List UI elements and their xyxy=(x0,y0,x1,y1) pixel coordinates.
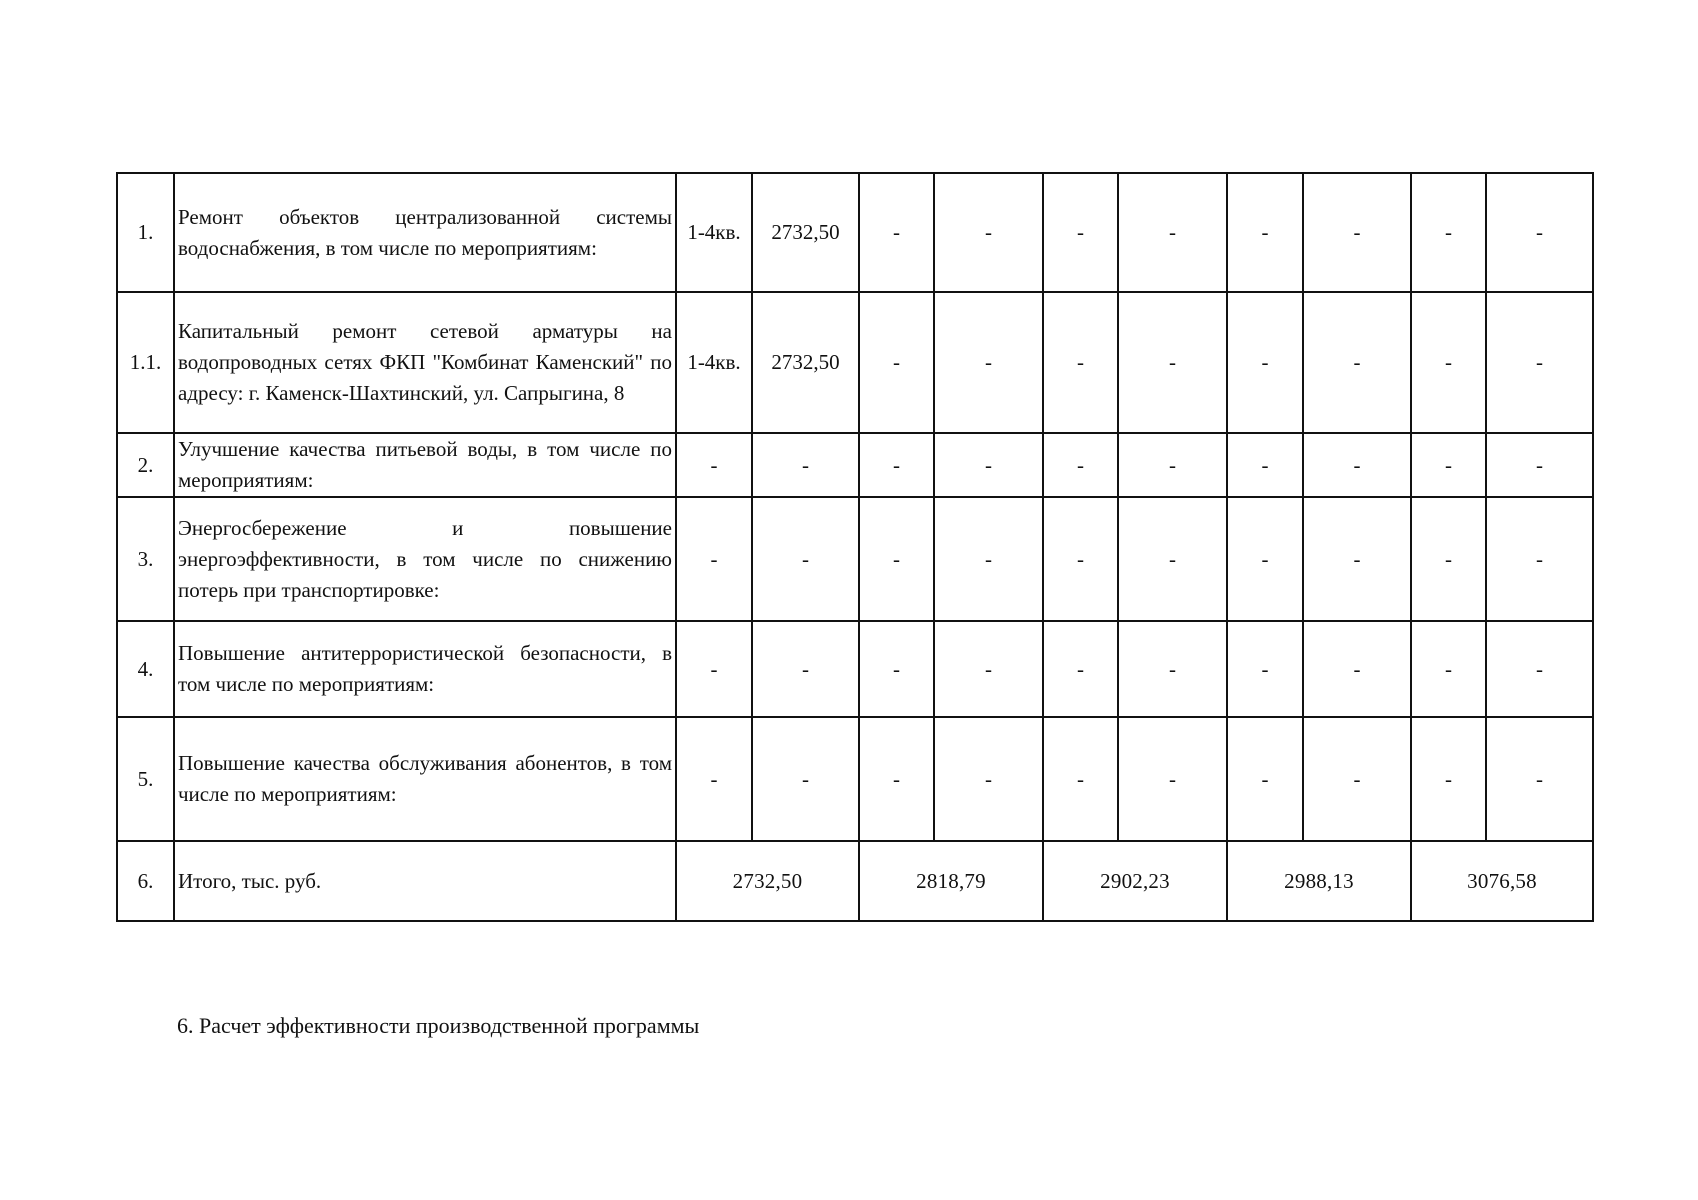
table-cell: - xyxy=(934,292,1043,433)
total-value: 3076,58 xyxy=(1411,841,1593,921)
row-number: 3. xyxy=(117,497,174,621)
table-cell: - xyxy=(676,497,752,621)
table-cell: - xyxy=(934,497,1043,621)
row-number: 6. xyxy=(117,841,174,921)
table-cell: - xyxy=(1043,433,1118,497)
row-description: Повышение качества обслуживания абонентов, в том числе по мероприятиям: xyxy=(174,717,676,841)
table-cell: - xyxy=(1043,292,1118,433)
table-row xyxy=(117,173,1593,292)
table-cell: - xyxy=(1227,433,1303,497)
table-cell: - xyxy=(934,621,1043,717)
table-cell: 1-4кв. xyxy=(676,292,752,433)
table-cell: - xyxy=(1303,497,1411,621)
table-cell: - xyxy=(1411,173,1486,292)
total-value: 2902,23 xyxy=(1043,841,1227,921)
table-cell: - xyxy=(676,433,752,497)
table-cell: 2732,50 xyxy=(752,173,859,292)
row-number: 4. xyxy=(117,621,174,717)
table-cell: - xyxy=(676,717,752,841)
row-number: 2. xyxy=(117,433,174,497)
row-description: Ремонт объектов централизованной системы водоснабжения, в том числе по мероприятиям: xyxy=(174,173,676,292)
table-cell: - xyxy=(934,717,1043,841)
table-cell: - xyxy=(1486,497,1593,621)
table-cell: - xyxy=(1118,717,1227,841)
row-number: 1.1. xyxy=(117,292,174,433)
row-description: Энергосбережение и повышение энергоэффективности, в том числе по снижению потерь при транспортировке: xyxy=(174,497,676,621)
row-description: Улучшение качества питьевой воды, в том числе по мероприятиям: xyxy=(174,433,676,497)
table-cell: - xyxy=(752,433,859,497)
table-cell: - xyxy=(1486,717,1593,841)
row-number: 5. xyxy=(117,717,174,841)
table-cell: - xyxy=(1411,717,1486,841)
table-cell: - xyxy=(1303,717,1411,841)
table-row xyxy=(117,433,1593,497)
table-cell: - xyxy=(859,433,934,497)
table-cell: - xyxy=(1043,173,1118,292)
table-cell: - xyxy=(752,717,859,841)
table-cell: - xyxy=(1227,292,1303,433)
table-cell: - xyxy=(1118,433,1227,497)
table-cell: - xyxy=(934,173,1043,292)
table-cell: - xyxy=(1486,173,1593,292)
table-row xyxy=(117,292,1593,433)
table-cell: - xyxy=(1303,621,1411,717)
table-cell: - xyxy=(859,292,934,433)
total-value: 2732,50 xyxy=(676,841,859,921)
table-cell: - xyxy=(1486,433,1593,497)
table-cell: - xyxy=(859,173,934,292)
table-cell: - xyxy=(1411,433,1486,497)
table-cell: - xyxy=(1227,173,1303,292)
table-cell: - xyxy=(752,497,859,621)
total-label: Итого, тыс. руб. xyxy=(174,841,676,921)
table-cell: - xyxy=(859,621,934,717)
table-cell: - xyxy=(1043,497,1118,621)
table-cell: 1-4кв. xyxy=(676,173,752,292)
table-cell: - xyxy=(1303,292,1411,433)
total-value: 2818,79 xyxy=(859,841,1043,921)
table-cell: - xyxy=(1118,497,1227,621)
table-row xyxy=(117,717,1593,841)
table-cell: - xyxy=(1303,433,1411,497)
table-cell: - xyxy=(1486,292,1593,433)
table-cell: 2732,50 xyxy=(752,292,859,433)
table-cell: - xyxy=(1043,717,1118,841)
row-description: Капитальный ремонт сетевой арматуры на водопроводных сетях ФКП "Комбинат Каменский" по адресу: г. Каменск-Шахтинский, ул. Сапрыгина, 8 xyxy=(174,292,676,433)
table-cell: - xyxy=(1303,173,1411,292)
table-row xyxy=(117,497,1593,621)
table-cell: - xyxy=(1227,497,1303,621)
table-cell: - xyxy=(859,717,934,841)
table-cell: - xyxy=(934,433,1043,497)
investment-program-table xyxy=(116,172,1594,922)
table-cell: - xyxy=(676,621,752,717)
total-value: 2988,13 xyxy=(1227,841,1411,921)
table-cell: - xyxy=(1411,621,1486,717)
row-description: Повышение антитеррористической безопасности, в том числе по мероприятиям: xyxy=(174,621,676,717)
row-number: 1. xyxy=(117,173,174,292)
table-cell: - xyxy=(1486,621,1593,717)
table-cell: - xyxy=(1227,717,1303,841)
table-cell: - xyxy=(1118,173,1227,292)
table-cell: - xyxy=(1227,621,1303,717)
table-cell: - xyxy=(1118,621,1227,717)
table-cell: - xyxy=(1043,621,1118,717)
table-cell: - xyxy=(752,621,859,717)
table-cell: - xyxy=(859,497,934,621)
section-heading: 6. Расчет эффективности производственной программы xyxy=(177,1013,700,1038)
table-cell: - xyxy=(1411,292,1486,433)
table-cell: - xyxy=(1411,497,1486,621)
total-row xyxy=(117,841,1593,921)
table-row xyxy=(117,621,1593,717)
table-cell: - xyxy=(1118,292,1227,433)
